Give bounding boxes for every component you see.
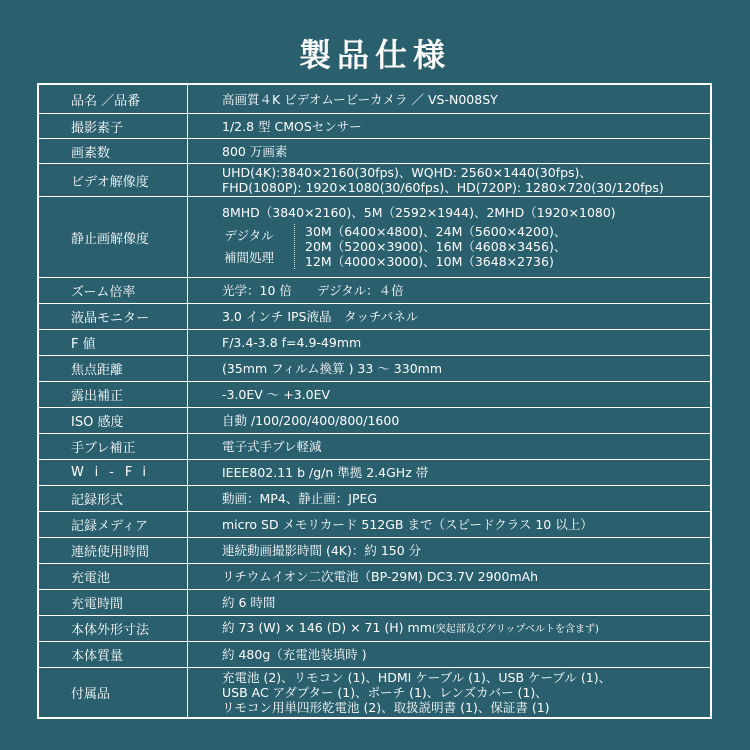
spec-value: USB AC アダプター (1)、ポーチ (1)、レンズカバー (1)、 (222, 685, 548, 700)
spec-label: ズーム倍率 (39, 278, 188, 303)
spec-value: 連続動画撮影時間 (4K)：約 150 分 (222, 543, 422, 558)
spec-value: 高画質４K ビデオムービーカメラ ／ VS-N008SY (222, 91, 498, 107)
spec-label: F 値 (39, 330, 188, 355)
spec-label: 充電池 (39, 564, 188, 589)
spec-row-video-resolution (39, 164, 710, 197)
spec-row-format (39, 486, 710, 512)
spec-value: -3.0EV ～ +3.0EV (222, 387, 331, 402)
spec-value: FHD(1080P): 1920×1080(30/60fps)、HD(720P): 1280×720(30/120fps) (222, 180, 664, 195)
spec-row-iso (39, 408, 710, 434)
spec-label: 記録メディア (39, 512, 188, 537)
spec-row-focal-length (39, 356, 710, 382)
spec-row-weight (39, 642, 710, 668)
spec-label: 静止画解像度 (39, 197, 188, 277)
spec-value: 約 6 時間 (222, 595, 276, 610)
spec-value: 30M（6400×4800)、24M（5600×4200)、 (305, 224, 567, 239)
spec-value: 12M（4000×3000)、10M（3648×2736) (305, 254, 554, 269)
spec-row-exposure (39, 382, 710, 408)
spec-value: 動画：MP4、静止画：JPEG (222, 491, 378, 506)
spec-label: 撮影素子 (39, 114, 188, 138)
spec-row-accessories (39, 668, 710, 717)
spec-value: リチウムイオン二次電池（BP-29M) DC3.7V 2900mAh (222, 569, 539, 584)
spec-row-battery (39, 564, 710, 590)
spec-label: 焦点距離 (39, 356, 188, 381)
spec-label: Wi-Fi (39, 460, 188, 485)
spec-value: F/3.4-3.8 f=4.9-49mm (222, 335, 362, 350)
spec-value: 1/2.8 型 CMOSセンサー (222, 118, 362, 134)
spec-label: 本体質量 (39, 642, 188, 667)
spec-label: 付属品 (39, 668, 188, 717)
spec-label: 充電時間 (39, 590, 188, 615)
spec-value: 8MHD（3840×2160)、5M（2592×1944)、2MHD（1920×1080) (222, 205, 616, 220)
spec-value: 約 480g（充電池装填時 ) (222, 647, 367, 662)
spec-value: 自動 /100/200/400/800/1600 (222, 413, 400, 428)
spec-row-dimensions (39, 616, 710, 642)
spec-value: 充電池 (2)、リモコン (1)、HDMI ケーブル (1)、USB ケーブル (1)、 (222, 670, 612, 685)
spec-label: ビデオ解像度 (39, 164, 188, 196)
spec-value: 800 万画素 (222, 143, 288, 159)
spec-row-sensor (39, 114, 710, 139)
sub-label-line: デジタル (224, 227, 274, 243)
spec-value: 電子式手ブレ軽減 (222, 439, 322, 454)
spec-row-still-resolution (39, 197, 710, 278)
spec-row-usage-time (39, 538, 710, 564)
spec-row-wifi (39, 460, 710, 486)
spec-label: 手ブレ補正 (39, 434, 188, 459)
spec-label: 液晶モニター (39, 304, 188, 329)
spec-value: リモコン用単四形乾電池 (2)、取扱説明書 (1)、保証書 (1) (222, 700, 550, 715)
spec-value: UHD(4K):3840×2160(30fps)、WQHD: 2560×1440(30fps)、 (222, 165, 592, 180)
spec-label: 記録形式 (39, 486, 188, 511)
spec-value: 光学：10 倍 デジタル：４倍 (222, 283, 404, 298)
spec-value: 20M（5200×3900)、16M（4608×3456)、 (305, 239, 567, 254)
spec-label: 画素数 (39, 139, 188, 163)
sub-label-line: 補間処理 (223, 249, 274, 265)
spec-value: micro SD メモリカード 512GB まで（スピードクラス 10 以上） (222, 517, 593, 532)
spec-label: 本体外形寸法 (39, 616, 188, 641)
spec-label: ISO 感度 (39, 408, 188, 433)
spec-value: IEEE802.11 b /g/n 準拠 2.4GHz 帯 (222, 465, 429, 480)
spec-row-zoom (39, 278, 710, 304)
spec-row-f-value (39, 330, 710, 356)
spec-value: 3.0 インチ IPS液晶 タッチパネル (222, 309, 419, 324)
spec-label: 連続使用時間 (39, 538, 188, 563)
spec-row-media (39, 512, 710, 538)
dotted-divider (294, 224, 295, 269)
spec-row-pixels (39, 139, 710, 164)
spec-note: (突起部及びグリップベルトを含まず) (431, 624, 599, 635)
digital-interpolation-block (214, 224, 710, 269)
spec-row-product-name (39, 85, 710, 114)
spec-label: 品名 ／品番 (39, 85, 188, 113)
spec-value: 約 73 (W) × 146 (D) × 71 (H) mm (222, 620, 432, 635)
spec-value: (35mm フィルム換算 ) 33 ～ 330mm (222, 361, 442, 376)
spec-row-stabilization (39, 434, 710, 460)
spec-row-lcd (39, 304, 710, 330)
spec-row-charge-time (39, 590, 710, 616)
spec-label: 露出補正 (39, 382, 188, 407)
page-title: 製品仕様 (298, 36, 451, 74)
spec-table (37, 83, 712, 719)
